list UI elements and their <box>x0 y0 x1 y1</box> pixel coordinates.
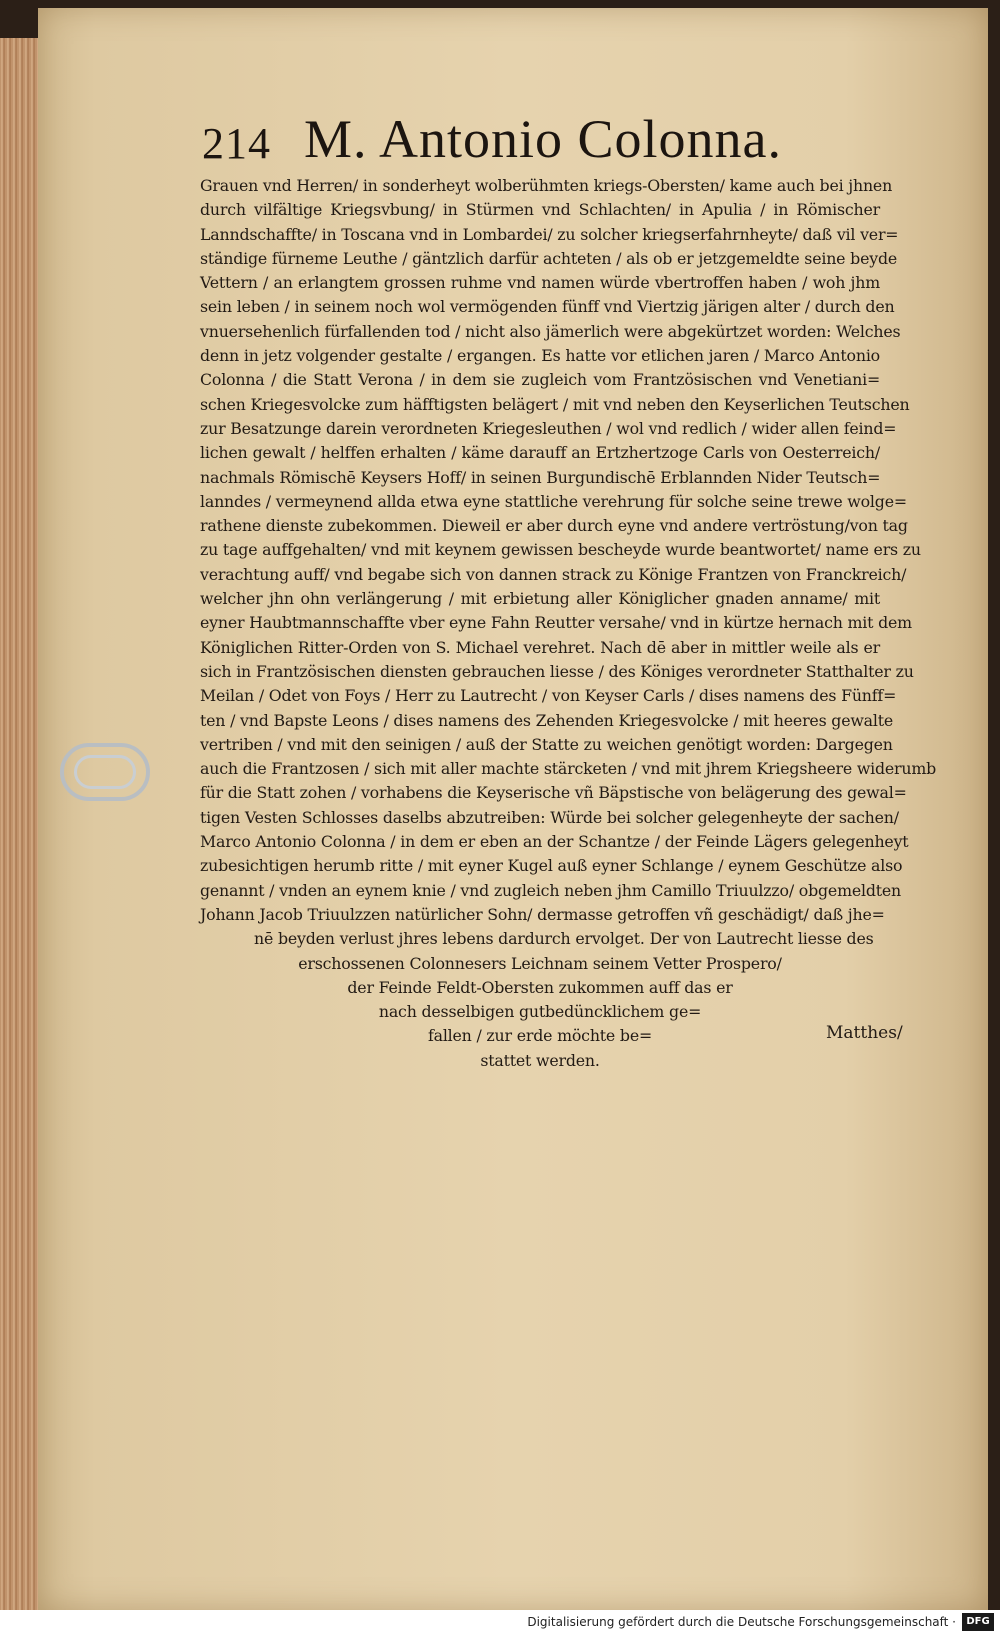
text-line: rathene dienste zubekommen. Dieweil er aber durch eyne vnd andere vertröstung/von tag <box>200 516 908 536</box>
page-header <box>170 104 890 174</box>
text-line: vertriben / vnd mit den seinigen / auß der Statte zu weichen genötigt worden: Dargegen <box>200 734 893 754</box>
dfg-logo: DFG <box>962 1613 994 1631</box>
running-title: M. Antonio Colonna. <box>304 109 783 169</box>
text-line: eyner Haubtmannschaffte vber eyne Fahn Reutter versahe/ vnd in kürtze hernach mit dem <box>200 613 912 633</box>
footer-credit: Digitalisierung gefördert durch die Deutsche Forschungsgemeinschaft · <box>527 1615 956 1629</box>
page-number: 214 <box>202 119 271 168</box>
text-line: zur Besatzunge darein verordneten Kriegesleuthen / wol vnd redlich / wider allen feind= <box>200 418 897 438</box>
text-line: durch vilfältige Kriegsvbung/ in Stürmen vnd Schlachten/ in Apulia / in Römischer <box>200 200 880 220</box>
text-line: Grauen vnd Herren/ in sonderheyt wolberühmten kriegs-Obersten/ kame auch bei jhnen <box>200 176 893 195</box>
text-line: verachtung auff/ vnd begabe sich von dannen strack zu Könige Frantzen von Franckreich/ <box>200 564 907 584</box>
text-line: für die Statt zohen / vorhabens die Keyserische vñ Bäpstische von belägerung des gewal= <box>200 783 907 803</box>
text-line: ten / vnd Bapste Leons / dises namens des Zehenden Kriegesvolcke / mit heeres gewalte <box>200 710 894 730</box>
text-line: tigen Vesten Schlosses daselbs abzutreiben: Würde bei solcher gelegenheyte der sachen/ <box>200 807 899 827</box>
text-line: stattet werden. <box>480 1050 600 1070</box>
text-line: Vettern / an erlangtem grossen ruhme vnd namen würde vbertroffen haben / woh jhm <box>200 273 880 293</box>
text-line: denn in jetz volgender gestalte / ergangen. Es hatte vor etlichen jaren / Marco Antonio <box>200 346 880 366</box>
body-text <box>200 174 937 1073</box>
text-line: schen Kriegesvolcke zum häfftigsten belägert / mit vnd neben den Keyserlichen Teutschen <box>200 394 910 414</box>
text-line: der Feinde Feldt-Obersten zukommen auff das er <box>347 977 733 997</box>
text-line: Johann Jacob Triuulzzen natürlicher Sohn/ dermasse getroffen vñ geschädigt/ daß jhe= <box>200 904 885 924</box>
text-line: fallen / zur erde möchte be= <box>427 1026 653 1046</box>
text-line: Marco Antonio Colonna / in dem er eben an der Schantze / der Feinde Lägers gelegenheyt <box>200 832 909 852</box>
text-line: welcher jhn ohn verlängerung / mit erbietung aller Königlicher gnaden anname/ mit <box>200 589 880 609</box>
text-line: nachmals Römischē Keysers Hoff/ in seinen Burgundischē Erblannden Nider Teutsch= <box>200 467 881 487</box>
footer-bar <box>0 1610 1000 1636</box>
text-line: lanndes / vermeynend allda etwa eyne stattliche verehrung für solche seine trewe wolge= <box>200 491 907 511</box>
text-line: Meilan / Odet von Foys / Herr zu Lautrecht / von Keyser Carls / dises namens des Fünff= <box>200 686 897 706</box>
text-line: nach desselbigen gutbedüncklichem ge= <box>378 1002 702 1022</box>
text-line: sich in Frantzösischen diensten gebrauchen liesse / des Königes verordneter Statthalter zu <box>200 661 914 681</box>
text-line: zu tage auffgehalten/ vnd mit keynem gewissen bescheyde wurde beantwortet/ name ers zu <box>200 540 921 560</box>
text-line: lichen gewalt / helffen erhalten / käme darauff an Ertzhertzoge Carls von Oesterreich/ <box>200 443 880 463</box>
text-line: ständige fürneme Leuthe / gäntzlich darfür achteten / als ob er jetzgemeldte seine beyde <box>200 248 898 268</box>
text-line: genannt / vnden an eynem knie / vnd zugleich neben jhm Camillo Triuulzzo/ obgemeldten <box>200 880 902 900</box>
text-line: zubesichtigen herumb ritte / mit eyner Kugel auß eyner Schlange / eynem Geschütze also <box>200 856 903 876</box>
text-line: erschossenen Colonnesers Leichnam seinem Vetter Prospero/ <box>298 953 782 973</box>
paperclip <box>60 743 150 801</box>
text-line: Colonna / die Statt Verona / in dem sie zugleich vom Frantzösischen vnd Venetiani= <box>200 370 880 390</box>
text-line: vnuersehenlich fürfallenden tod / nicht also jämerlich were abgekürtzet worden: Welches <box>200 321 901 341</box>
text-line: Lanndschaffte/ in Toscana vnd in Lombardei/ zu solcher kriegserfahrnheyte/ daß vil ver= <box>200 224 899 244</box>
text-line: Königlichen Ritter-Orden von S. Michael verehret. Nach dē aber in mittler weile als er <box>200 637 880 657</box>
text-line: sein leben / in seinem noch wol vermögenden fünff vnd Viertzig järigen alter / durch den <box>200 297 895 317</box>
catchword: Matthes/ <box>826 1023 903 1043</box>
text-line: auch die Frantzosen / sich mit aller machte stärcketen / vnd mit jhrem Kriegsheere widerumb <box>200 759 937 779</box>
text-line: nē beyden verlust jhres lebens dardurch ervolget. Der von Lautrecht liesse des <box>254 929 874 949</box>
